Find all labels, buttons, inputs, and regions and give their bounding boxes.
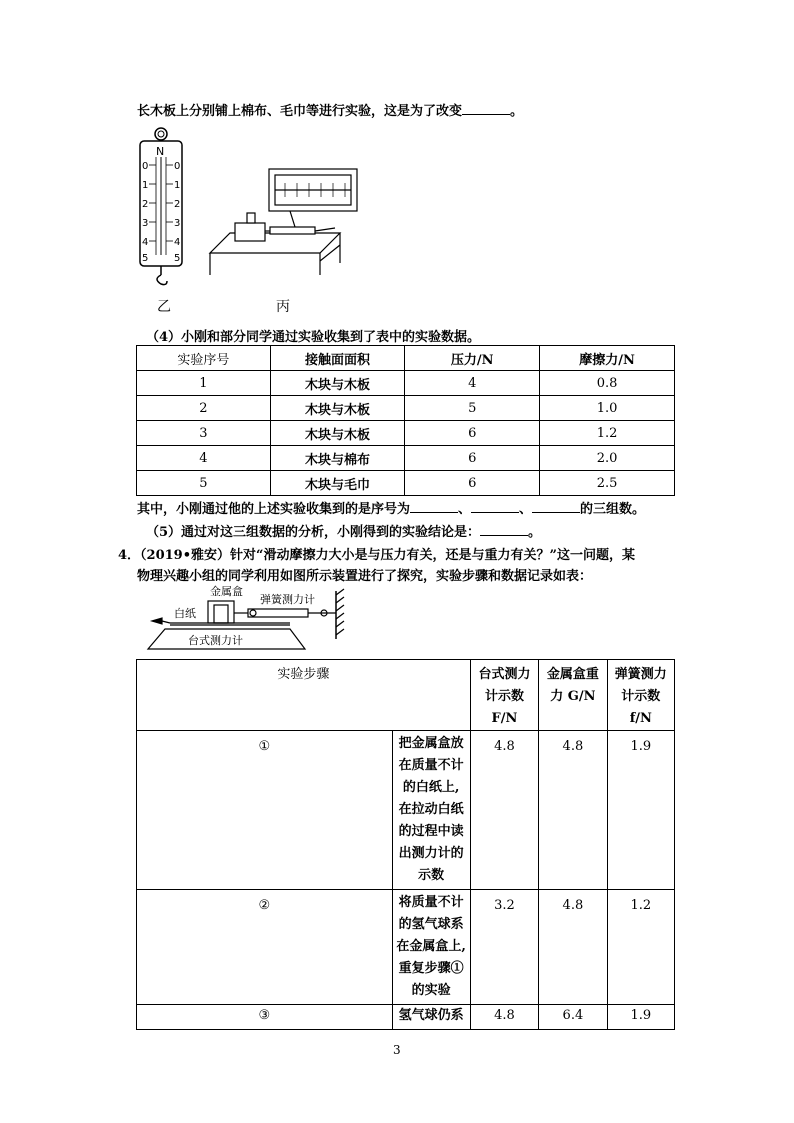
table-cell: 2.0 [540,446,675,471]
step-description [392,890,470,1005]
step-number: ① [137,731,393,890]
desc-line: 的过程中读 [398,824,464,839]
header-f-line: 弹簧测力 [614,667,667,682]
header-F-line: 计示数 F/N [484,689,524,726]
desc-line: 的氢气球系 [398,917,464,932]
scale-unit-label: N [156,145,165,158]
table-row [137,1005,675,1030]
scale-num-right-3: 3 [174,218,181,229]
answer-blank [480,524,528,536]
desc-line: 氢气球仍系 [398,1008,464,1023]
desc-line: 在金属盒上, [396,939,466,954]
table-cell: 木块与木板 [270,371,405,396]
answer-blank [410,501,458,513]
header-f-line: 计示数 [621,689,661,704]
apparatus-drawing [210,169,357,275]
desc-line: 出测力计的 [398,846,464,861]
desc-line: 的白纸上, [402,780,460,795]
question-4b-line-2: 物理兴趣小组的同学利用如图所示装置进行了探究，实验步骤和数据记录如表： [137,569,593,584]
scale-num-left-4: 4 [142,237,149,248]
desc-line: 示数 [418,868,445,883]
header-f-line: f/N [629,711,652,726]
table-cell: 木块与木板 [270,396,405,421]
intro-end: 。 [510,104,524,119]
table-cell: 木块与毛巾 [270,471,405,496]
data-table-1 [136,345,675,496]
question-5-line [146,521,541,540]
desc-line: 重复步骤① [398,961,464,976]
table-row [137,731,675,890]
table-cell: 4.8 [470,731,538,890]
table-cell: 4 [137,446,271,471]
scale-num-left-2: 2 [142,199,149,210]
table-cell: 6 [405,471,540,496]
intro-text: 长木板上分别铺上棉布、毛巾等进行实验，这是为了改变 [137,104,463,119]
header-F-line: 台式测力 [478,667,531,682]
desc-line: 在拉动白纸 [398,802,464,817]
desc-line: 把金属盒放 [398,736,464,751]
header-f [607,660,674,731]
data-table-2 [136,659,675,1030]
table-cell: 1.0 [540,396,675,421]
scale-num-left-0: 0 [142,161,149,172]
step-description [392,1005,470,1030]
question-4b-line-1: 4．（2019•雅安）针对“滑动摩擦力大小是与压力有关，还是与重力有关？”这一问题，某 [118,548,635,563]
step-number: ② [137,890,393,1005]
header-cell: 压力/N [405,346,540,371]
table-cell: 2.5 [540,471,675,496]
after-table-end: 的三组数。 [580,502,646,517]
separator: 、 [458,502,472,517]
table-cell: 5 [137,471,271,496]
answer-blank [532,501,580,513]
table-header-row [137,660,675,731]
table-row [137,371,675,396]
page-number: 3 [393,1043,401,1057]
header-cell: 接触面面积 [270,346,405,371]
table-cell: 5 [405,396,540,421]
table-cell: 3.2 [470,890,538,1005]
table-cell: 6 [405,421,540,446]
answer-blank [462,103,510,115]
header-cell: 摩擦力/N [540,346,675,371]
table-row [137,890,675,1005]
after-table-text: 其中，小刚通过他的上述实验收集到的是序号为 [137,502,411,517]
table-cell: 6 [405,446,540,471]
metal-box-label: 金属盒 [210,585,243,598]
question-5-end: 。 [528,525,542,540]
white-paper-label: 白纸 [174,607,196,620]
step-description [392,731,470,890]
table-row [137,421,675,446]
header-step: 实验步骤 [137,660,471,731]
table-cell: 木块与木板 [270,421,405,446]
table-cell: 1.2 [607,890,674,1005]
scale-num-left-5: 5 [142,253,149,264]
figure-label-bing: 丙 [276,299,290,315]
header-F [470,660,538,731]
scale-num-right-5: 5 [174,253,181,264]
desc-line: 将质量不计 [398,895,464,910]
table-row [137,446,675,471]
table-cell: 4 [405,371,540,396]
desc-line: 的实验 [411,983,451,998]
header-G [539,660,607,731]
scale-num-left-3: 3 [142,218,149,229]
table-row [137,396,675,421]
table-cell: 3 [137,421,271,446]
after-table-line [137,498,645,517]
step-number: ③ [137,1005,393,1030]
table-row [137,471,675,496]
table-cell: 1.9 [607,731,674,890]
header-G-line: 金属盒重 [546,667,599,682]
question-4-text: （4）小刚和部分同学通过实验收集到了表中的实验数据。 [146,330,481,345]
table-cell: 1.2 [540,421,675,446]
table-cell: 4.8 [539,731,607,890]
separator: 、 [519,502,533,517]
scale-num-left-1: 1 [142,180,149,191]
table-meter-label: 台式测力计 [188,634,243,647]
header-cell: 实验序号 [137,346,271,371]
figure-friction-apparatus [140,583,355,655]
figure-spring-scale-apparatus [135,125,365,320]
scale-num-right-4: 4 [174,237,181,248]
desc-line: 在质量不计 [398,758,464,773]
spring-meter-label: 弹簧测力计 [260,593,315,606]
figure-label-yi: 乙 [157,299,171,315]
table-cell: 1 [137,371,271,396]
scale-num-right-0: 0 [174,161,181,172]
table-cell: 6.4 [539,1005,607,1030]
table-cell: 2 [137,396,271,421]
table-header-row [137,346,675,371]
header-G-line: 力 G/N [550,689,596,704]
scale-num-right-2: 2 [174,199,181,210]
answer-blank [471,501,519,513]
table-cell: 4.8 [470,1005,538,1030]
table-cell: 1.9 [607,1005,674,1030]
intro-line [137,100,523,119]
question-5-text: （5）通过对这三组数据的分析，小刚得到的实验结论是： [146,525,481,540]
scale-num-right-1: 1 [174,180,181,191]
table-cell: 0.8 [540,371,675,396]
table-cell: 木块与棉布 [270,446,405,471]
table-cell: 4.8 [539,890,607,1005]
